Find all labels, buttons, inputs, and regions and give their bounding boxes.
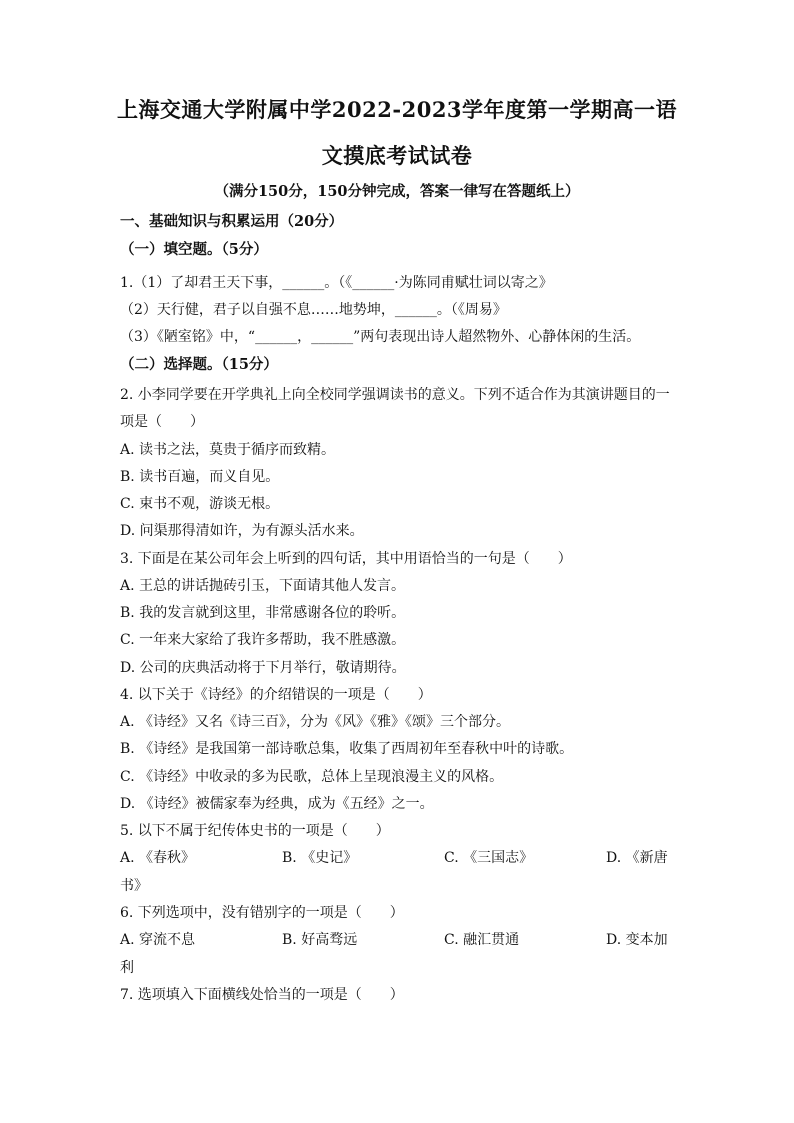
- q2-option-a: A. 读书之法，莫贵于循序而致精。: [120, 442, 336, 458]
- q6-option-c: C. 融汇贯通: [444, 932, 520, 948]
- q6-option-b: B. 好高骛远: [282, 932, 358, 948]
- question-6-stem: 6. 下列选项中，没有错别字的一项是（ ）: [120, 905, 404, 921]
- q5-option-a: A. 《春秋》: [120, 850, 196, 866]
- fill-in-question-3: （3）《陋室铭》中，“______，______”两句表现出诗人超然物外、心静体闲的生活。: [120, 329, 641, 345]
- q4-option-a: A. 《诗经》又名《诗三百》，分为《风》《雅》《颂》三个部分。: [120, 714, 511, 730]
- fill-in-question-1: 1.（1）了却君王天下事，______。（《______·为陈同甫赋壮词以寄之》: [120, 275, 553, 291]
- q4-option-b: B. 《诗经》是我国第一部诗歌总集，收集了西周初年至春秋中叶的诗歌。: [120, 741, 574, 757]
- q2-option-d: D. 问渠那得清如许，为有源头活水来。: [120, 523, 364, 539]
- q2-option-c: C. 束书不观，游谈无根。: [120, 496, 280, 512]
- q3-option-b: B. 我的发言就到这里，非常感谢各位的聆听。: [120, 605, 406, 621]
- q2-option-b: B. 读书百遍，而义自见。: [120, 469, 280, 485]
- question-4-stem: 4. 以下关于《诗经》的介绍错误的一项是（ ）: [120, 687, 432, 703]
- q3-option-a: A. 王总的讲话抛砖引玉，下面请其他人发言。: [120, 578, 406, 594]
- q6-option-a: A. 穿流不息: [120, 932, 196, 948]
- q5-option-d: D. 《新唐: [606, 850, 668, 866]
- fill-in-question-2: （2）天行健，君子以自强不息……地势坤，______。（《周易》: [120, 302, 507, 318]
- q4-option-d: D. 《诗经》被儒家奉为经典，成为《五经》之一。: [120, 796, 434, 812]
- question-2-stem: 2. 小李同学要在开学典礼上向全校同学强调读书的意义。下列不适合作为其演讲题目的一: [120, 387, 670, 403]
- exam-instructions: （满分150分，150分钟完成，答案一律写在答题纸上）: [214, 183, 580, 200]
- q5-option-d-wrap: 书》: [120, 878, 148, 894]
- part1-heading: （一）填空题。（5分）: [120, 241, 268, 258]
- exam-title-line2: 文摸底考试试卷: [321, 143, 473, 168]
- q6-option-d: D. 变本加: [606, 932, 668, 948]
- q5-option-b: B. 《史记》: [282, 850, 358, 866]
- question-7-stem: 7. 选项填入下面横线处恰当的一项是（ ）: [120, 987, 404, 1003]
- section-heading: 一、基础知识与积累运用（20分）: [120, 213, 344, 230]
- question-5-stem: 5. 以下不属于纪传体史书的一项是（ ）: [120, 823, 390, 839]
- q3-option-d: D. 公司的庆典活动将于下月举行，敬请期待。: [120, 660, 406, 676]
- question-3-stem: 3. 下面是在某公司年会上听到的四句话，其中用语恰当的一句是（ ）: [120, 551, 572, 567]
- q3-option-c: C. 一年来大家给了我许多帮助，我不胜感激。: [120, 632, 406, 648]
- q6-option-d-wrap: 利: [120, 960, 134, 976]
- question-2-stem-cont: 项是（ ）: [120, 414, 204, 430]
- q4-option-c: C. 《诗经》中收录的多为民歌，总体上呈现浪漫主义的风格。: [120, 769, 504, 785]
- q5-option-c: C. 《三国志》: [444, 850, 534, 866]
- exam-title-line1: 上海交通大学附属中学2022-2023学年度第一学期高一语: [116, 97, 678, 122]
- part2-heading: （二）选择题。（15分）: [120, 356, 278, 373]
